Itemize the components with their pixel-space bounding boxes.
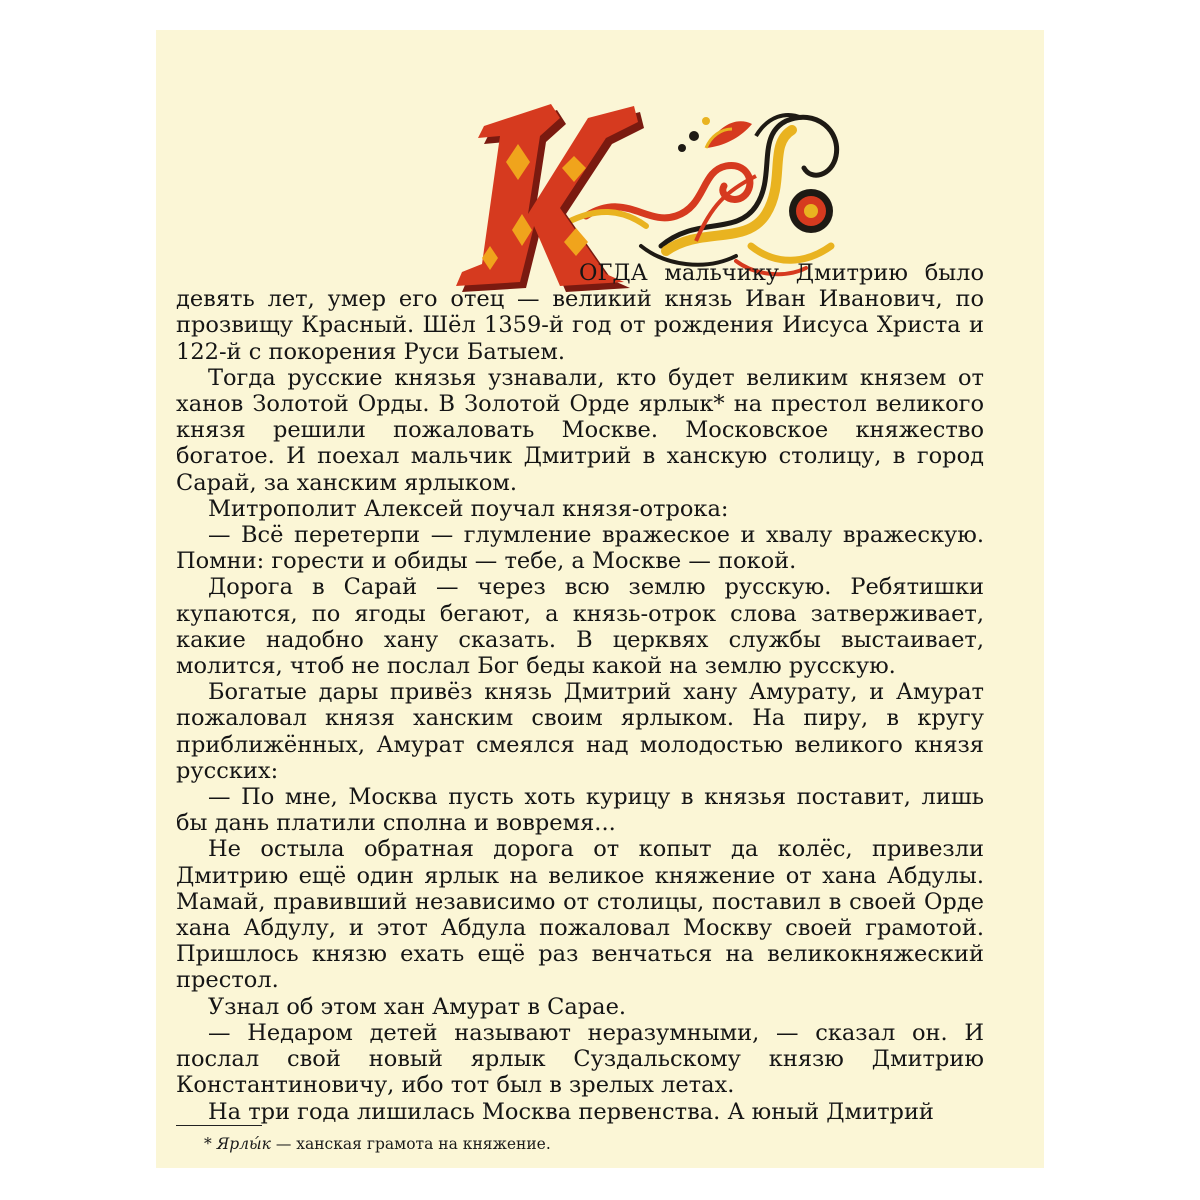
paragraph: Дорога в Сарай — через всю землю русскую. Ребятишки купаются, по ягоды бегают, а князь-отрок слова затверживает, какие надобно хану сказать. В церквях службы выстаивает, молится, чтоб не послал Бог беды какой на землю русскую. — [176, 574, 984, 680]
footnote-definition: — ханская грамота на княжение. — [270, 1135, 551, 1153]
footnote — [204, 1135, 551, 1153]
footnote-marker: * — [204, 1135, 212, 1153]
drop-cap-char: К — [456, 81, 469, 100]
paragraph: — По мне, Москва пусть хоть курицу в князья поставит, лишь бы дань платили сполна и вовремя... — [176, 784, 984, 837]
paragraph-1 — [176, 260, 984, 365]
paragraph: Не остыла обратная дорога от копыт да колёс, привезли Дмитрию ещё один ярлык на великое княжение от хана Абдулы. Мамай, правивший независимо от столицы, поставил в своей Орде хана Абдулу, и этот Абдула пожаловал Москву своей грамотой. Пришлось князю ехать ещё раз венчаться на великокняжеский престол. — [176, 836, 984, 994]
paragraph: — Недаром детей называют неразумными, — сказал он. И послал свой новый ярлык Суздальскому князю Дмитрию Константиновичу, ибо тот был в зрелых летах. — [176, 1019, 984, 1099]
story-text — [176, 260, 984, 1125]
paragraph: Узнал об этом хан Амурат в Сарае. — [208, 993, 627, 1020]
paragraph: На три года лишилась Москва первенства. А юный Дмитрий — [208, 1098, 934, 1125]
paragraph: — Всё перетерпи — глумление вражеское и хвалу вражескую. Помни: горести и обиды — тебе, а Москве — покой. — [176, 522, 984, 575]
footnote-term: Ярлы́к — [216, 1135, 271, 1153]
book-page — [156, 30, 1044, 1168]
paragraph: Богатые дары привёз князь Дмитрий хану Амурату, и Амурат пожаловал князя ханским своим ярлыком. На пиру, в кругу приближённых, Амурат смеялся над молодостью великого князя русских: — [176, 679, 984, 784]
paragraph: Тогда русские князья узнавали, кто будет великим князем от ханов Золотой Орды. В Золотой Орде ярлык* на престол великого князя решили пожаловать Москве. Московское княжество богатое. И поехал мальчик Дмитрий в ханскую столицу, в город Сарай, за ханским ярлыком. — [176, 364, 984, 496]
footnote-divider — [176, 1125, 262, 1126]
paragraph: Митрополит Алексей поучал князя-отрока: — [208, 495, 729, 522]
first-line: ОГДА мальчику Дмитрию было — [579, 260, 984, 286]
paragraph-1-rest: девять лет, умер его отец — великий князь Иван Иванович, по прозвищу Красный. Шёл 1359-й год от рождения Иисуса Христа и 122-й с покорения Руси Батыем. — [176, 286, 984, 365]
drop-cap-ornament — [456, 81, 876, 286]
